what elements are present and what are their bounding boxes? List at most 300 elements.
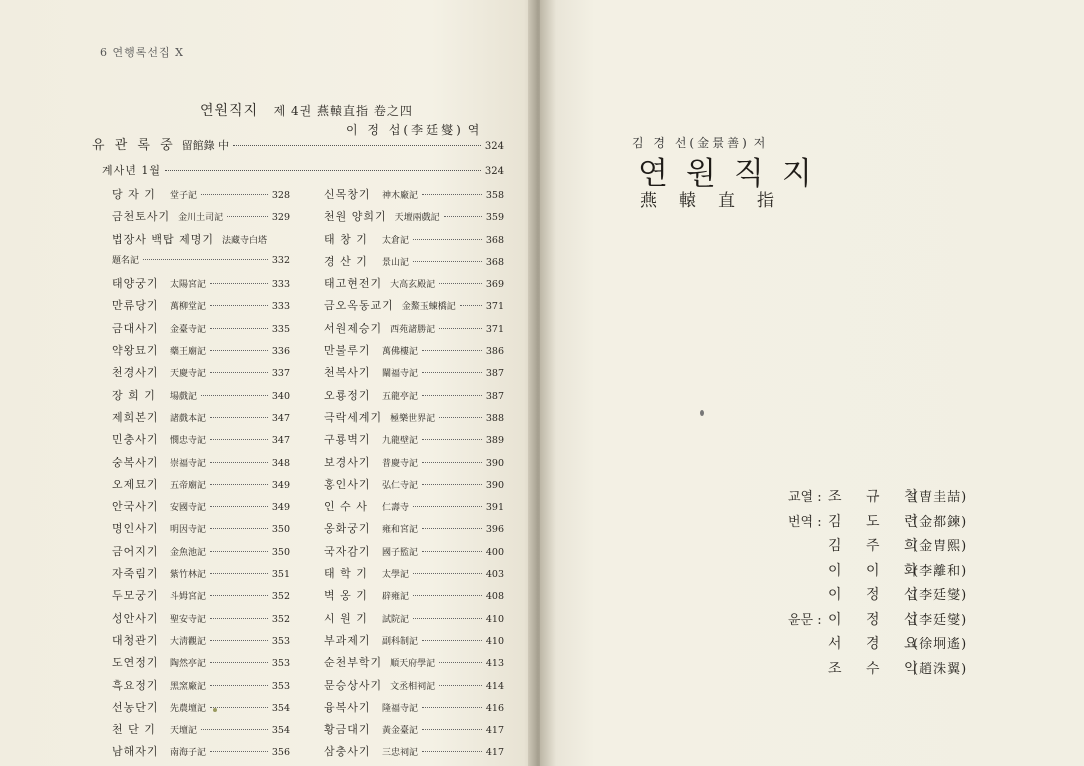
leader-dots	[413, 239, 482, 240]
toc-entry-title: 천경사기	[112, 366, 159, 380]
toc-entry-hanja: 先農壇記	[170, 703, 207, 714]
leader-dots	[210, 350, 268, 351]
volume-title-text: 연원직지	[200, 103, 259, 119]
toc-entry-hanja: 紫竹林記	[170, 570, 207, 581]
leader-dots	[210, 372, 268, 373]
author-name: 김 경 선(金景善)	[632, 136, 750, 150]
toc-entry-hanja: 法藏寺白塔	[222, 235, 268, 246]
toc-entry-title: 천 단 기	[112, 723, 156, 737]
toc-entry-page: 368	[485, 234, 504, 246]
toc-entry-hanja: 景山記	[382, 257, 410, 268]
toc-entry-page: 353	[271, 680, 290, 692]
toc-entry-title: 극락세계기	[324, 410, 383, 424]
leader-dots	[422, 528, 482, 529]
toc-entry-hanja: 金魚池記	[170, 547, 207, 558]
toc-entry	[324, 454, 504, 476]
toc-entry-title: 금오옥동교기	[324, 299, 394, 313]
leader-dots	[413, 261, 482, 262]
toc-entry	[112, 320, 290, 342]
translator-role: 역	[467, 123, 480, 137]
toc-entry-title: 선농단기	[112, 700, 159, 714]
toc-entry-title: 태 학 기	[324, 567, 368, 581]
toc-entry-title: 천원 양희기	[324, 210, 387, 224]
toc-entry	[112, 520, 290, 542]
toc-entry	[112, 208, 290, 230]
toc-entry	[112, 743, 290, 765]
leader-dots	[422, 551, 482, 552]
leader-dots	[210, 462, 268, 463]
leader-dots	[439, 328, 482, 329]
leader-dots	[439, 417, 482, 418]
toc-entry	[324, 253, 504, 275]
leader-dots	[210, 685, 268, 686]
volume-title	[200, 100, 413, 120]
section-label-hanja: 留館錄 中	[181, 139, 230, 152]
credit-row	[788, 609, 967, 634]
leader-dots	[422, 462, 482, 463]
toc-entry-hanja: 五龍亭記	[382, 391, 419, 402]
toc-entry	[112, 454, 290, 476]
toc-entry-title: 당 자 기	[112, 188, 156, 201]
subsection-row	[92, 162, 504, 178]
leader-dots	[439, 283, 482, 284]
leader-dots	[422, 707, 482, 708]
toc-entry-page: 333	[271, 279, 290, 291]
toc-entry	[112, 543, 290, 565]
toc-entry-title: 대청관기	[112, 633, 159, 647]
toc-column-right	[324, 186, 504, 766]
toc-entry	[324, 342, 504, 364]
toc-entry-hanja: 聖安寺記	[170, 614, 207, 625]
toc-entry-title: 만불루기	[324, 344, 371, 358]
toc-entry-hanja: 天壇記	[170, 726, 198, 737]
credit-name: 이 정 섭	[828, 611, 928, 628]
credit-row	[788, 560, 967, 585]
toc-entry-hanja: 神木廠記	[382, 191, 419, 201]
toc-entry-hanja: 大高玄殿記	[390, 280, 436, 291]
toc-entry-hanja: 弘仁寺記	[382, 480, 419, 491]
leader-dots	[210, 573, 268, 574]
credit-name: 조 규 철	[828, 489, 928, 505]
leader-dots	[210, 640, 268, 641]
leader-dots	[413, 618, 482, 619]
toc-entry-title: 태 창 기	[324, 232, 368, 246]
leader-dots	[422, 395, 482, 396]
toc-entry-hanja: 西苑諸勝記	[390, 324, 436, 335]
leader-dots	[422, 372, 482, 373]
toc-entry-page: 389	[485, 435, 504, 447]
toc-entry-page: 387	[485, 368, 504, 380]
leader-dots	[422, 350, 482, 351]
leader-dots	[210, 662, 268, 663]
credit-name: 김 주 희	[828, 538, 928, 554]
toc-entry-title: 삼충사기	[324, 745, 371, 759]
toc-entry	[112, 409, 290, 431]
toc-entry-page: 336	[271, 346, 290, 358]
toc-entry-page: 329	[271, 212, 290, 224]
leader-dots	[210, 551, 268, 552]
toc-entry	[324, 565, 504, 587]
leader-dots	[210, 305, 268, 306]
toc-entry-page: 386	[485, 346, 504, 358]
toc-entry-page: 371	[485, 323, 504, 335]
toc-entry-page: 417	[485, 725, 504, 737]
toc-entry	[324, 431, 504, 453]
toc-entry-hanja: 諸戲本記	[170, 413, 207, 424]
leader-dots	[201, 395, 268, 396]
toc-entry-title: 숭복사기	[112, 455, 159, 469]
toc-entry-page: 371	[485, 301, 504, 313]
leader-dots	[413, 506, 482, 507]
book-title: 연원직지	[638, 156, 830, 192]
toc-entry	[112, 587, 290, 609]
credit-hanja: (金都鍊)	[913, 514, 968, 530]
toc-entry-page: 347	[271, 412, 290, 424]
toc-entry-title: 금천토사기	[112, 210, 171, 224]
toc-entry-title: 명인사기	[112, 522, 159, 536]
toc-entry	[324, 364, 504, 386]
toc-entry-hanja: 試院記	[382, 614, 410, 625]
toc-entry	[324, 186, 504, 208]
leader-dots	[210, 707, 268, 708]
toc-entry-title: 오룡정기	[324, 388, 371, 402]
leader-dots	[413, 573, 482, 574]
toc-entry-page: 408	[485, 591, 504, 603]
credit-row	[788, 511, 967, 536]
toc-entry-hanja: 陶然亭記	[170, 659, 207, 670]
volume-number: 제 4권 燕轅直指 卷之四	[273, 104, 413, 118]
toc-entry-page: 348	[271, 457, 290, 469]
toc-entry-title: 민충사기	[112, 433, 159, 447]
toc-entry-hanja: 文丞相祠記	[390, 681, 436, 692]
leader-dots	[460, 305, 482, 306]
toc-entry-hanja: 大淸觀記	[170, 636, 207, 647]
toc-entry	[324, 409, 504, 431]
toc-entry-page: 400	[485, 546, 504, 558]
subsection-page: 324	[484, 166, 504, 177]
toc-entry-hanja: 金鰲玉蝀橋記	[401, 302, 456, 313]
toc-entry-hanja: 萬柳堂記	[170, 302, 207, 313]
toc-entry-title: 태양궁기	[112, 277, 159, 291]
leader-dots	[210, 439, 268, 440]
toc-entry-title: 금대사기	[112, 321, 159, 335]
toc-entry-page: 353	[271, 658, 290, 670]
toc-entry-hanja: 憫忠寺記	[170, 436, 207, 447]
toc-entry	[112, 342, 290, 364]
translator-name: 이 정 섭(李廷燮)	[346, 123, 464, 137]
toc-entry	[324, 231, 504, 253]
toc-entry-hanja: 辟雍記	[382, 592, 410, 603]
toc-entry-page: 353	[271, 635, 290, 647]
toc-entry-title: 보경사기	[324, 455, 371, 469]
toc-entry	[324, 587, 504, 609]
toc-entry-hanja: 崇福寺記	[170, 458, 207, 469]
leader-dots	[210, 417, 268, 418]
toc-entry-hanja: 副科制記	[382, 636, 419, 647]
toc-entry-hanja: 南海子記	[170, 748, 207, 759]
toc-entry	[112, 186, 290, 208]
toc-entry-page: 416	[485, 702, 504, 714]
leader-dots	[422, 729, 482, 730]
toc-entry-title: 서원제승기	[324, 321, 383, 335]
toc-entry-hanja: 斗姆宮記	[170, 592, 207, 603]
toc-entry-page: 368	[485, 256, 504, 268]
toc-entry-page: 390	[485, 457, 504, 469]
toc-entry-page: 335	[271, 323, 290, 335]
toc-entry-hanja: 明因寺記	[170, 525, 207, 536]
toc-entry-title: 경 산 기	[324, 254, 368, 268]
toc-entry	[112, 677, 290, 699]
credit-hanja: (趙洙翼)	[913, 661, 968, 677]
toc-entry-hanja: 金臺寺記	[170, 324, 207, 335]
toc-entry	[112, 297, 290, 319]
toc-entry	[324, 743, 504, 765]
book-title-hanja: 燕轅直指	[640, 191, 796, 211]
toc-entry-title: 남해자기	[112, 745, 159, 759]
toc-entry	[324, 520, 504, 542]
toc-entry-title: 만류당기	[112, 299, 159, 313]
toc-entry-hanja: 安國寺記	[170, 503, 207, 514]
toc-entry-page: 387	[485, 390, 504, 402]
toc-entry-page: 350	[271, 546, 290, 558]
leader-dots	[227, 216, 268, 217]
toc-entry-hanja: 極樂世界記	[390, 413, 436, 424]
toc-entry-hanja: 金川土司記	[178, 213, 224, 224]
toc-entry-title: 오제묘기	[112, 477, 159, 491]
toc-entry-page: 352	[271, 591, 290, 603]
toc-entry-hanja: 萬佛樓記	[382, 347, 419, 358]
section-row	[92, 134, 504, 153]
toc-entry-page: 349	[271, 479, 290, 491]
toc-entry	[112, 565, 290, 587]
leader-dots	[422, 194, 482, 195]
toc-entry	[324, 699, 504, 721]
toc-entry-title: 법장사 백탑 제명기	[112, 232, 215, 246]
toc-entry-hanja: 天慶寺記	[170, 369, 207, 380]
credit-row	[788, 535, 967, 560]
credit-hanja: (李廷燮)	[913, 612, 968, 628]
toc-entry-page: 417	[485, 747, 504, 759]
toc-entry-hanja: 闡福寺記	[382, 369, 419, 380]
toc-entry-title: 성안사기	[112, 611, 159, 625]
toc-column-left	[112, 186, 290, 766]
section-label	[92, 134, 229, 153]
credit-row	[788, 658, 967, 683]
toc-entry-title: 시 원 기	[324, 611, 368, 625]
toc-entry-title: 홍인사기	[324, 477, 371, 491]
toc-entry-hanja: 堂子記	[170, 191, 198, 201]
toc-entry	[324, 610, 504, 632]
leader-dots	[422, 439, 482, 440]
toc-entry	[112, 610, 290, 632]
toc-entry-title: 순천부학기	[324, 656, 383, 670]
toc-entry	[112, 431, 290, 453]
toc-entry	[324, 721, 504, 743]
leader-dots	[422, 640, 482, 641]
credit-name: 김 도 련	[828, 513, 928, 530]
toc-entry-page: 391	[485, 502, 504, 514]
toc-entry-page: 410	[485, 613, 504, 625]
toc-entry	[112, 364, 290, 386]
toc-entry	[112, 654, 290, 676]
toc-entry-page: 349	[271, 502, 290, 514]
toc-entry-page: 351	[271, 569, 290, 581]
author-role: 저	[753, 136, 766, 150]
toc-entry-title: 구룡벽기	[324, 433, 371, 447]
credits-list	[788, 486, 967, 682]
leader-dots	[210, 751, 268, 752]
credit-name: 이 이 화	[828, 562, 928, 579]
toc-entry-page: 332	[271, 254, 290, 266]
toc-entry	[324, 320, 504, 342]
leader-dots	[210, 528, 268, 529]
leader-dots	[201, 194, 268, 195]
toc-entry-title: 벽 옹 기	[324, 589, 368, 603]
toc-entry-page: 403	[485, 569, 504, 581]
toc-entry-hanja: 順天府學記	[390, 659, 436, 670]
toc-entry	[324, 632, 504, 654]
toc-entry-page: 352	[271, 613, 290, 625]
toc-entry	[324, 387, 504, 409]
toc-entry-page: 413	[485, 658, 504, 670]
toc-entry-title: 융복사기	[324, 700, 371, 714]
toc-entry	[112, 632, 290, 654]
subsection-label: 계사년 1월	[102, 164, 161, 177]
leader-dots	[210, 283, 268, 284]
toc-entry-page: 359	[485, 212, 504, 224]
toc-entry-hanja: 太陽宮記	[170, 280, 207, 291]
leader-dots	[233, 145, 481, 146]
toc-entry	[324, 297, 504, 319]
credit-role: 윤문 :	[788, 612, 822, 628]
toc-entry	[324, 275, 504, 297]
toc-entry-title: 안국사기	[112, 500, 159, 514]
toc-entry-hanja: 藥王廟記	[170, 347, 207, 358]
credit-hanja: (李廷燮)	[913, 588, 968, 603]
toc-entry-page: 350	[271, 524, 290, 536]
toc-entry	[112, 253, 290, 275]
credit-hanja: (李離和)	[913, 563, 968, 579]
leader-dots	[201, 729, 268, 730]
toc-entry-page: 333	[271, 301, 290, 313]
toc-entry	[112, 721, 290, 743]
leader-dots	[439, 662, 482, 663]
leader-dots	[210, 618, 268, 619]
leader-dots	[210, 328, 268, 329]
toc-entry-page: 388	[485, 412, 504, 424]
credit-hanja: (曺圭喆)	[913, 490, 968, 505]
toc-entry-hanja: 九龍壁記	[382, 436, 419, 447]
toc-entry-title: 자죽림기	[112, 567, 159, 581]
toc-entry-title: 흑요정기	[112, 678, 159, 692]
toc-entry-hanja: 黑窯廠記	[170, 681, 207, 692]
toc-entry-hanja: 天壇兩戲記	[394, 213, 440, 224]
credit-role: 번역 :	[788, 514, 822, 530]
toc-entry-hanja: 雍和宮記	[382, 525, 419, 536]
toc-entry-hanja: 隆福寺記	[382, 703, 419, 714]
toc-entry-title: 국자감기	[324, 544, 371, 558]
toc-entry	[324, 498, 504, 520]
toc-entry-title: 천복사기	[324, 366, 371, 380]
paper-speck	[213, 708, 217, 712]
leader-dots	[210, 595, 268, 596]
toc-entry-hanja: 題名記	[112, 255, 140, 266]
toc-entry-hanja: 黃金臺記	[382, 726, 419, 737]
toc-entry	[112, 231, 290, 253]
toc-entry-page: 390	[485, 479, 504, 491]
section-label-kor: 유 관 록 중	[92, 138, 176, 153]
leader-dots	[444, 216, 482, 217]
toc-entry-hanja: 太倉記	[382, 235, 410, 246]
toc-entry-page: 410	[485, 635, 504, 647]
toc-entry-title: 두모궁기	[112, 589, 159, 603]
toc-entry-title: 도연정기	[112, 656, 159, 670]
toc-entry	[324, 654, 504, 676]
toc-entry	[324, 543, 504, 565]
toc-entry	[112, 699, 290, 721]
credit-row	[788, 486, 967, 511]
leader-dots	[210, 484, 268, 485]
leader-dots	[210, 506, 268, 507]
toc-entry-page: 396	[485, 524, 504, 536]
leader-dots	[143, 259, 268, 260]
toc-entry-page: 356	[271, 747, 290, 759]
left-page	[0, 0, 540, 766]
toc-entry-title: 부과제기	[324, 633, 371, 647]
toc-entry-title: 태고현전기	[324, 277, 383, 291]
toc-entry-hanja: 普慶寺記	[382, 458, 419, 469]
toc-entry-page: 414	[485, 680, 504, 692]
toc-entry-title: 금어지기	[112, 544, 159, 558]
credit-row	[788, 633, 967, 658]
credit-name: 이 정 섭	[828, 587, 928, 603]
toc-entry-title: 황금대기	[324, 723, 371, 737]
toc-entry-title: 문승상사기	[324, 678, 383, 692]
toc-entry	[112, 275, 290, 297]
toc-entry	[324, 476, 504, 498]
toc-entry-page: 369	[485, 279, 504, 291]
toc-entry-hanja: 國子監記	[382, 547, 419, 558]
toc-entry-title: 약왕묘기	[112, 344, 159, 358]
toc-entry	[112, 387, 290, 409]
toc-entry-title: 옹화궁기	[324, 522, 371, 536]
credit-hanja: (金胄熙)	[913, 539, 968, 554]
toc-entry-page: 337	[271, 368, 290, 380]
credit-row	[788, 584, 967, 609]
toc-entry-hanja: 三忠祠記	[382, 748, 419, 759]
toc-entry-title: 신목창기	[324, 188, 371, 201]
credit-name: 서 경 요	[828, 636, 928, 652]
paper-speck	[700, 410, 704, 416]
section-page: 324	[484, 141, 504, 152]
credit-hanja: (徐坰遙)	[913, 637, 968, 652]
toc-entry-hanja: 場戲記	[170, 391, 198, 402]
toc-entry-hanja: 太學記	[382, 570, 410, 581]
toc-entry-page: 358	[485, 190, 504, 201]
running-head: 6 연행록선집 X	[100, 46, 184, 59]
toc-entry-page: 347	[271, 435, 290, 447]
toc-entry	[324, 208, 504, 230]
leader-dots	[422, 751, 482, 752]
toc-entry	[112, 476, 290, 498]
toc-entry-title: 제희본기	[112, 410, 159, 424]
toc-entry-page: 328	[271, 190, 290, 201]
toc-entry-title: 장 희 기	[112, 388, 156, 402]
leader-dots	[165, 170, 481, 171]
toc-entry-page: 354	[271, 702, 290, 714]
toc-entry	[112, 498, 290, 520]
leader-dots	[422, 484, 482, 485]
